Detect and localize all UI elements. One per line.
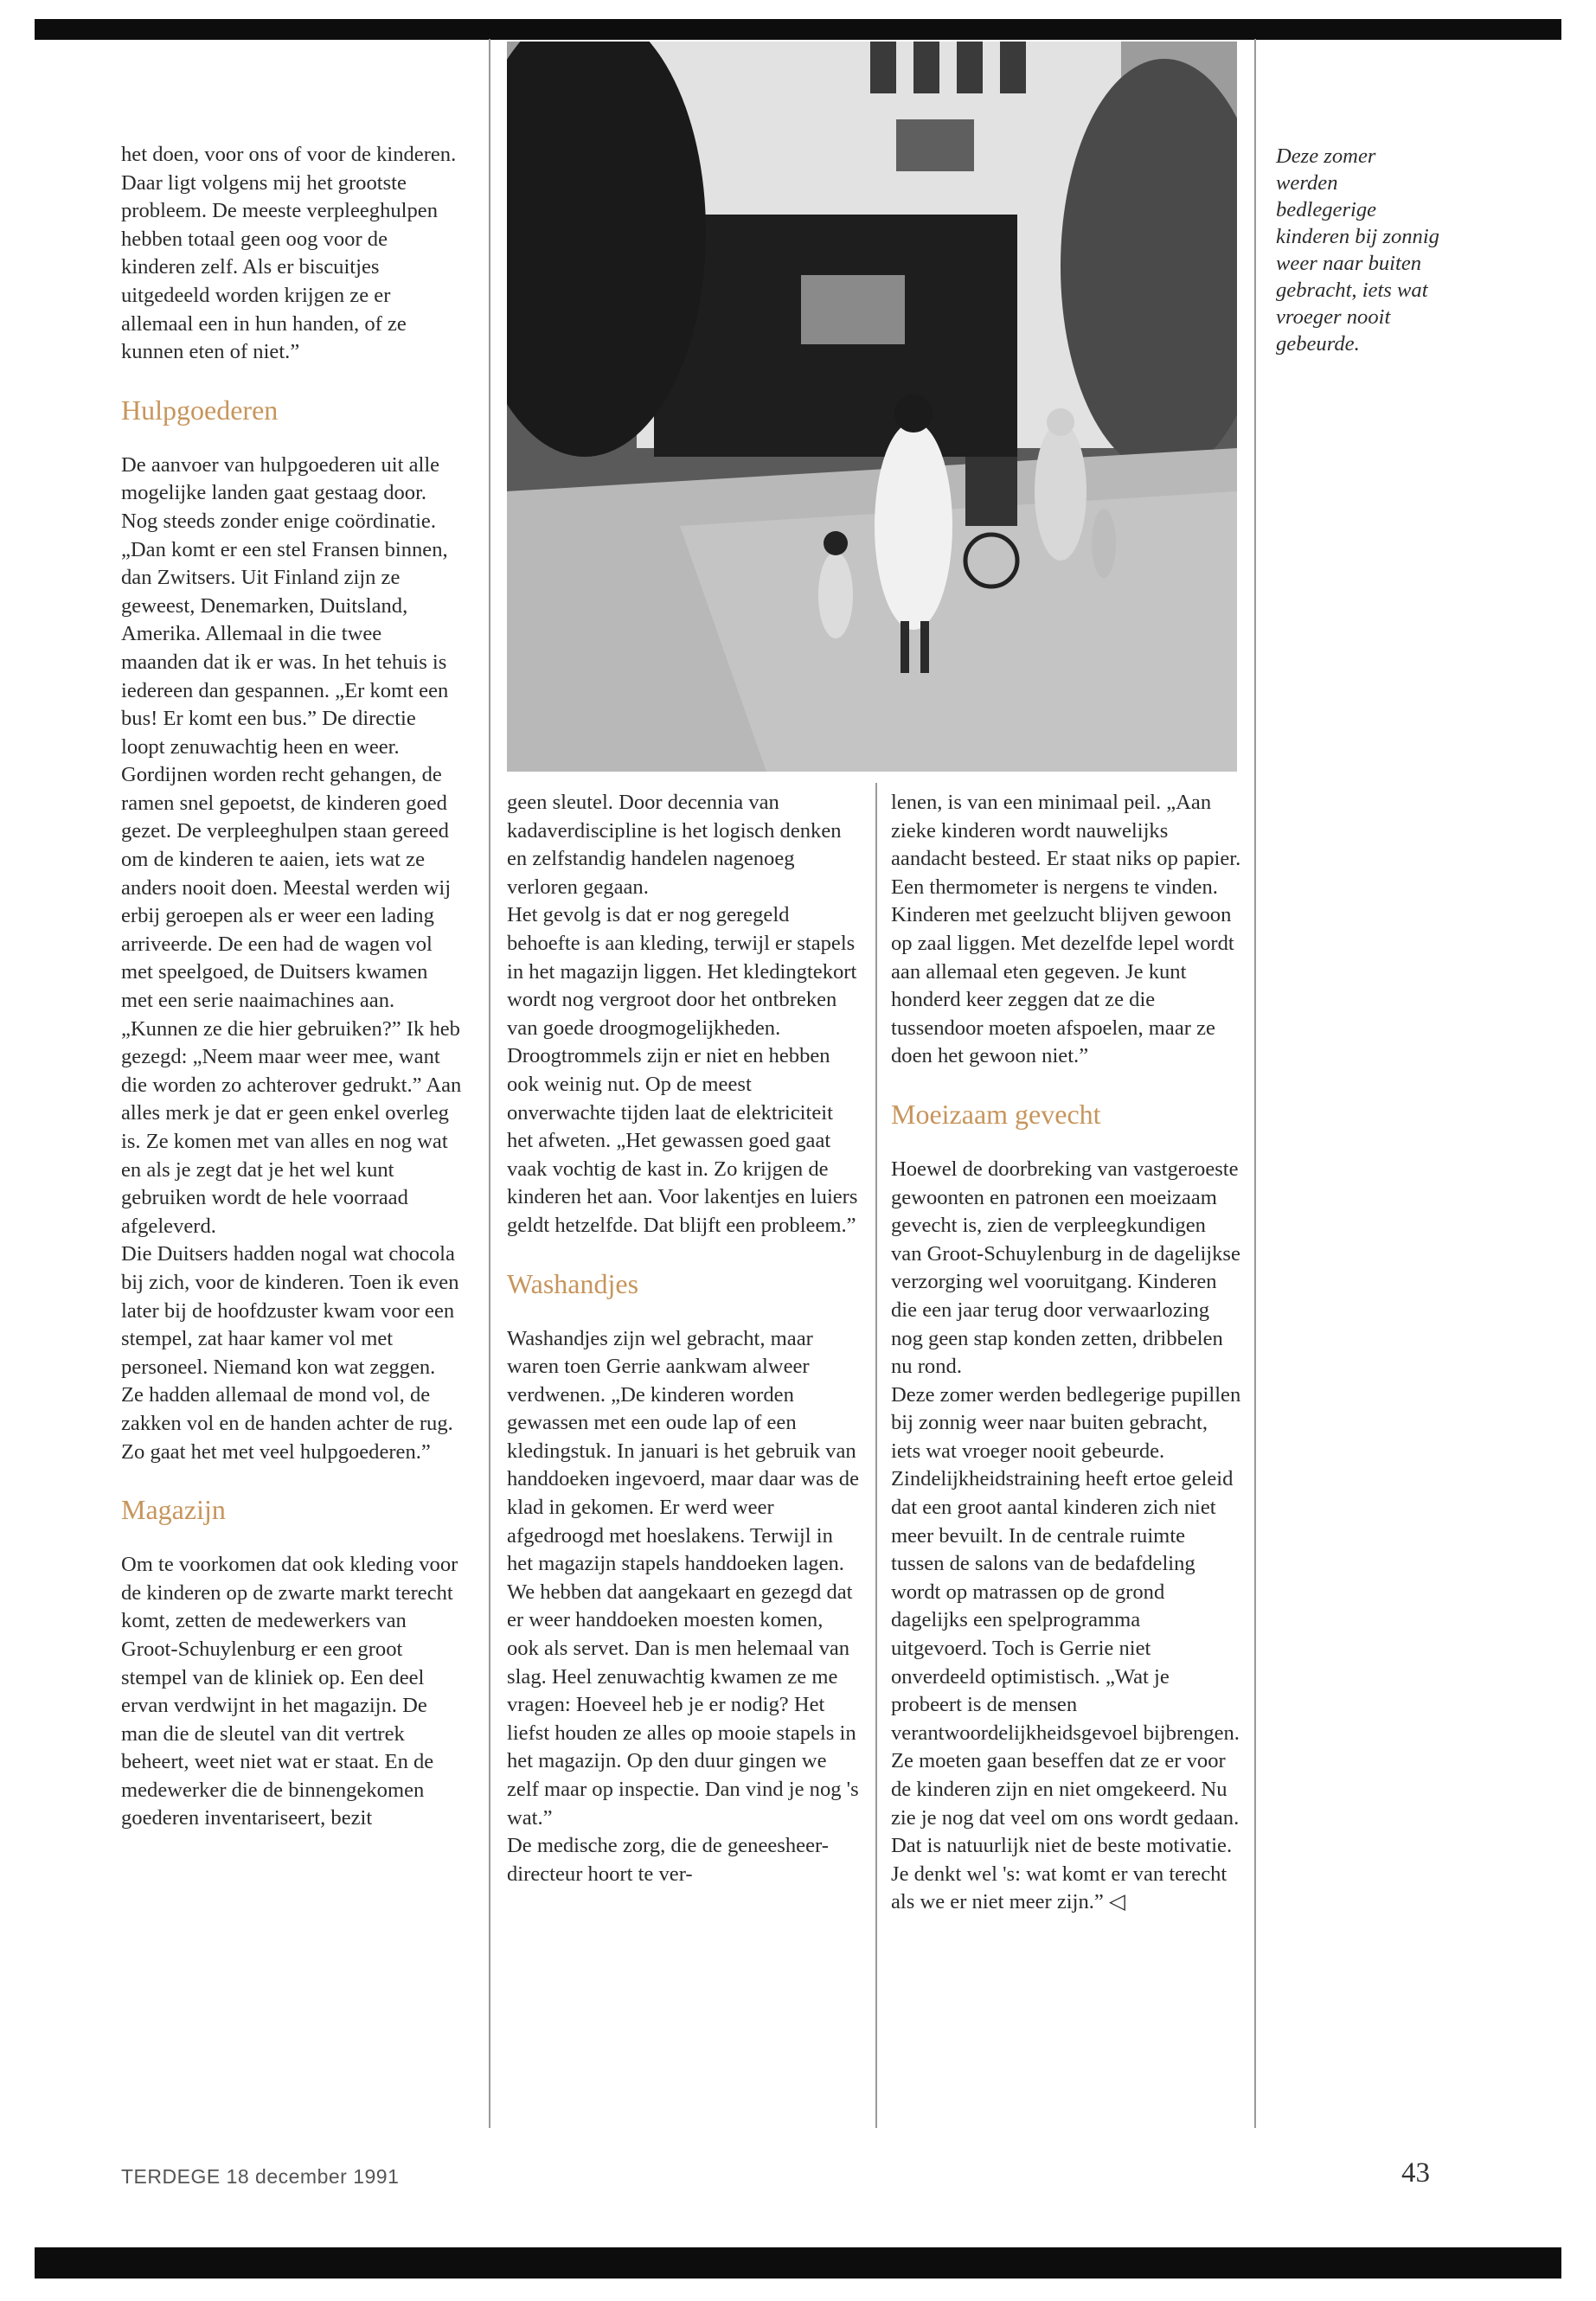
col2-paragraph-5: De medische zorg, die de geneesheer-directeur hoort te ver- (507, 1834, 829, 1886)
article-photo (507, 42, 1237, 772)
bottom-black-bar (35, 2247, 1561, 2279)
col1-paragraph-3: Die Duitsers hadden nogal wat chocola bij zich, voor de kinderen. Toen ik even later bij de hoofdzuster kwam voor een stempel, zat haar kamer vol met personeel. Niemand kon wat zeggen. Ze hadden allemaal de mond vol, de zakken vol en de handen achter de rug. Zo gaat het met veel hulpgoederen.” (121, 1242, 459, 1464)
col1-paragraph-1: het doen, voor ons of voor de kinderen. Daar ligt volgens mij het grootste probleem. De meeste verpleeghulpen hebben totaal geen oog voor de kinderen zelf. Als er biscuitjes uitgedeeld worden krijgen ze er allemaal een in hun handen, of ze kunnen eten of niet.” (121, 143, 457, 364)
col3-paragraph-1: lenen, is van een minimaal peil. „Aan zieke kinderen wordt nauwelijks aandacht besteed. Er staat niks op papier. Een thermometer is nergens te vinden. Kinderen met geelzucht blijven gewoon op zaal liggen. Met dezelfde lepel wordt aan allemaal eten gegeven. Je kunt honderd keer zeggen dat ze die tussendoor moeten afspoelen, maar ze doen het gewoon niet.” (891, 791, 1241, 1068)
col2-paragraph-3: Washandjes zijn wel gebracht, maar waren toen Gerrie aankwam alweer verdwenen. „De kinderen worden gewassen met een oude lap of een kledingstuk. In januari is het gebruik van handdoeken ingevoerd, maar daar was de klad in gekomen. Er werd weer afgedroogd met hoeslakens. Terwijl in het magazijn stapels handdoeken lagen. (507, 1326, 859, 1576)
col1-paragraph-4: Om te voorkomen dat ook kleding voor de kinderen op de zwarte markt terecht komt, zetten de medewerkers van Groot-Schuylenburg er een groot stempel van de kliniek op. Een deel ervan verdwijnt in het magazijn. De man die de sleutel van dit vertrek beheert, weet niet wat er staat. En de medewerker die de binnengekomen goederen inventariseert, bezit (121, 1553, 458, 1830)
col2-paragraph-1: geen sleutel. Door decennia van kadaverdiscipline is het logisch denken en zelfstandig handelen nagenoeg verloren gegaan. (507, 791, 842, 899)
heading-hulpgoederen: Hulpgoederen (121, 394, 279, 426)
column-rule-3 (1254, 39, 1256, 2128)
col2-paragraph-4: We hebben dat aangekaart en gezegd dat er weer handdoeken moesten komen, ook als servet. Dan is men helemaal van slag. Heel zenuwachtig kwamen ze me vragen: Hoeveel heb je er nodig? Het liefst houden ze alles op mooie stapels in het magazijn. Op den duur gingen we zelf maar op inspectie. Dan vind je nog 's wat.” (507, 1580, 859, 1830)
heading-washandjes: Washandjes (507, 1267, 639, 1299)
footer-publication: TERDEGE 18 december 1991 (121, 2165, 400, 2188)
col3-paragraph-3: Deze zomer werden bedlegerige pupillen bij zonnig weer naar buiten gebracht, iets wat vroeger nooit gebeurde. Zindelijkheidstraining heeft ertoe geleid dat een groot aantal kinderen zich niet meer bevuilt. In de centrale ruimte tussen de salons van de bedafdeling wordt op matrassen op de grond dagelijks een spelprogramma uitgevoerd. Toch is Gerrie niet onverdeeld optimistisch. „Wat je probeert is de mensen verantwoordelijkheidsgevoel bijbrengen. Ze moeten gaan beseffen dat ze er voor de kinderen zijn en niet omgekeerd. Nu zie je nog dat veel om ons wordt gedaan. Dat is natuurlijk niet de beste motivatie. Je denkt wel 's: wat komt er van terecht als we er niet meer zijn.” ◁ (891, 1382, 1241, 1914)
article-column-1 (121, 141, 463, 1833)
col3-paragraph-2: Hoewel de doorbreking van vastgeroeste gewoonten en patronen een moeizaam gevecht is, zien de verpleegkundigen van Groot-Schuylenburg in de dagelijkse verzorging wel vooruitgang. Kinderen die een jaar terug door verwaarlozing nog geen stap konden zetten, dribbelen nu rond. (891, 1157, 1240, 1379)
heading-moeizaam-gevecht: Moeizaam gevecht (891, 1098, 1101, 1130)
courtyard-photo-illustration (507, 42, 1237, 772)
col2-paragraph-2: Het gevolg is dat er nog geregeld behoefte is aan kleding, terwijl er stapels in het magazijn liggen. Het kledingtekort wordt nog vergroot door het ontbreken van goede droogmogelijkheden. Droogtrommels zijn er niet en hebben ook weinig nut. Op de meest onverwachte tijden laat de elektriciteit het afweten. „Het gewassen goed gaat vaak vochtig de kast in. Zo krijgen de kinderen het aan. Voor lakentjes en luiers geldt hetzelfde. Dat blijft een probleem.” (507, 903, 858, 1237)
article-column-3 (891, 789, 1241, 1917)
heading-magazijn: Magazijn (121, 1494, 226, 1526)
top-black-bar (35, 19, 1561, 40)
photo-caption: Deze zomer werden bedlegerige kinderen bij zonnig weer naar buiten gebracht, iets wat vroeger nooit gebeurde. (1276, 144, 1439, 356)
page-number: 43 (1401, 2157, 1430, 2189)
article-column-2 (507, 789, 860, 1888)
col1-paragraph-2: De aanvoer van hulpgoederen uit alle mogelijke landen gaat gestaag door. Nog steeds zonder enige coördinatie. „Dan komt er een stel Fransen binnen, dan Zwitsers. Uit Finland zijn ze geweest, Denemarken, Duitsland, Amerika. Allemaal in die twee maanden dat ik er was. In het tehuis is iedereen dan gespannen. „Er komt een bus! Er komt een bus.” De directie loopt zenuwachtig heen en weer. Gordijnen worden recht gehangen, de ramen snel gepoetst, de kinderen goed gezet. De verpleeghulpen staan gereed om de kinderen te aaien, iets wat ze anders nooit doen. Meestal werden wij erbij geroepen als er weer een lading arriveerde. De een had de wagen vol met speelgoed, de Duitsers kwamen met een serie naaimachines aan. „Kunnen ze die hier gebruiken?” Ik heb gezegd: „Neem maar weer mee, want die worden zo achterover gedrukt.” Aan alles merk je dat er geen enkel overleg is. Ze komen met van alles en nog wat en als je zegt dat je het wel kunt gebruiken wordt de hele voorraad afgeleverd. (121, 452, 462, 1238)
column-rule-1 (489, 39, 490, 2128)
column-rule-2 (875, 783, 877, 2128)
